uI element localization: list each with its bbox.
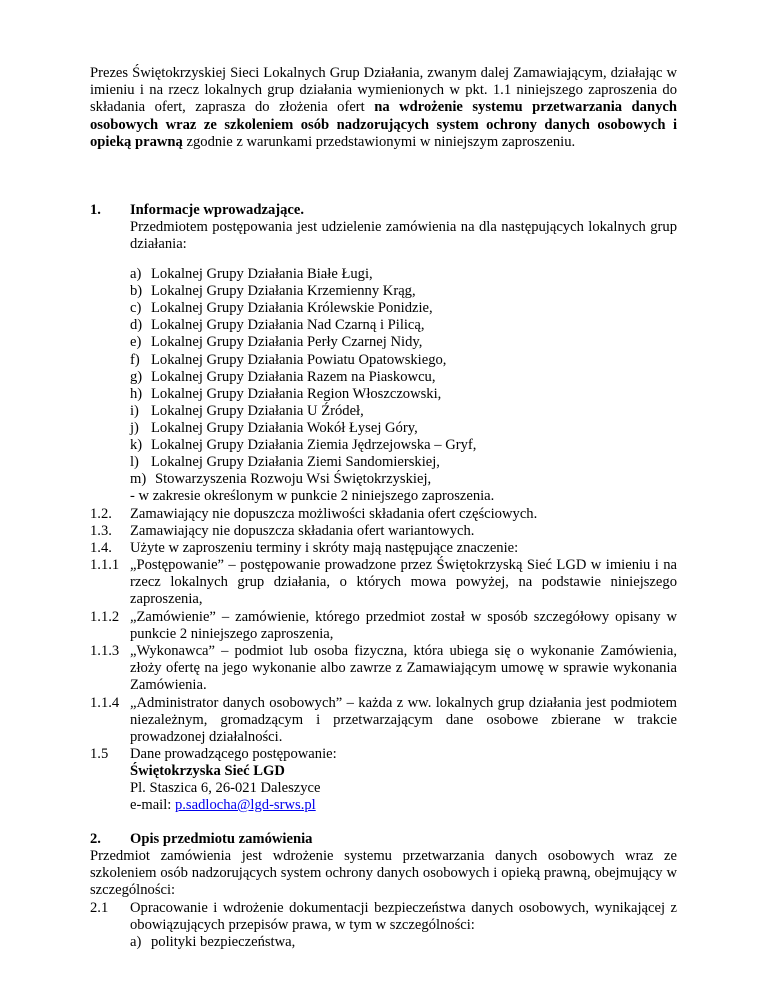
point-1-1-3-number: 1.1.3: [90, 643, 120, 659]
section1-scope: - w zakresie określonym w punkcie 2 niniejszego zaproszenia.: [130, 488, 495, 504]
point-1-2-number: 1.2.: [90, 506, 112, 522]
org-email-line: [130, 797, 316, 814]
lgd-list-item-text: Lokalnej Grupy Działania Powiatu Opatowskiego,: [151, 351, 447, 368]
lgd-list-item-letter: b): [130, 283, 143, 300]
point-1-1-3-text: „Wykonawca” – podmiot lub osoba fizyczna, która ubiega się o wykonanie Zamówienia, złoży ofertę na jego wykonanie albo zawrze z Zamawiającym umowę w sprawie wykonania Zamówienia.: [130, 643, 677, 694]
intro-paragraph: [90, 65, 677, 151]
email-label: e-mail:: [130, 797, 175, 813]
point-1-4-number: 1.4.: [90, 540, 112, 556]
lgd-list-item-letter: g): [130, 368, 143, 385]
lgd-list-item-text: Lokalnej Grupy Działania Wokół Łysej Góry,: [151, 419, 418, 436]
point-2-1-item-letter: a): [130, 934, 142, 950]
section2-intro-paragraph: Przedmiot zamówienia jest wdrożenie systemu przetwarzania danych osobowych wraz ze szkoleniem osób nadzorujących system ochrony danych osobowych i opieką prawną, obejmujący w szczególności:: [90, 848, 677, 899]
section2-heading: Opis przedmiotu zamówienia: [130, 831, 313, 847]
org-name: Świętokrzyska Sieć LGD: [130, 763, 285, 779]
point-2-1-number: 2.1: [90, 900, 109, 916]
lgd-list-item-letter: e): [130, 334, 142, 351]
lgd-list-item-text: Lokalnej Grupy Działania Perły Czarnej Nidy,: [151, 334, 423, 351]
lgd-list-item-text: Lokalnej Grupy Działania Nad Czarną i Pilicą,: [151, 317, 425, 334]
lgd-list-item-letter: d): [130, 317, 143, 334]
section1-number: 1.: [90, 202, 101, 218]
lgd-list-item-letter: j): [130, 419, 139, 436]
intro-text-1: Prezes Świętokrzyskiej Sieci Lokalnych Grup Działania, zwanym dalej Zamawiającym, działając w imieniu i na rzecz lokalnych grup działania wymienionych w pkt. 1.1 niniejszego zaproszenia do składania ofert, zaprasza do złożenia ofert: [90, 65, 677, 116]
point-1-1-4-text: „Administrator danych osobowych” – każda z ww. lokalnych grup działania jest podmiotem niezależnym, gromadzącym i przetwarzającym dane osobowe zbierane w trakcie prowadzonej działalności.: [130, 695, 677, 746]
lgd-list-item-letter: h): [130, 385, 143, 402]
lgd-list-item-text: Lokalnej Grupy Działania Ziemia Jędrzejowska – Gryf,: [151, 437, 477, 453]
point-1-3-text: Zamawiający nie dopuszcza składania ofert wariantowych.: [130, 523, 475, 539]
point-1-5-number: 1.5: [90, 746, 109, 762]
lgd-list-item-letter: l): [130, 454, 139, 471]
section1-intro-paragraph: Przedmiotem postępowania jest udzielenie zamówienia na dla następujących lokalnych grup działania:: [130, 219, 677, 253]
lgd-list-item-letter: f): [130, 351, 140, 368]
lgd-list-item-letter: c): [130, 300, 142, 317]
org-address: Pl. Staszica 6, 26-021 Daleszyce: [130, 780, 321, 796]
lgd-list-item-text: Lokalnej Grupy Działania Razem na Piaskowcu,: [151, 368, 436, 385]
lgd-list-item-text: Lokalnej Grupy Działania Białe Ługi,: [151, 266, 373, 282]
point-1-1-2-number: 1.1.2: [90, 609, 120, 625]
lgd-list-item-text: Lokalnej Grupy Działania Ziemi Sandomierskiej,: [151, 454, 440, 471]
email-link[interactable]: p.sadlocha@lgd-srws.pl: [174, 797, 316, 813]
point-1-1-2-text: „Zamówienie” – zamówienie, którego przedmiot został w sposób szczegółowy opisany w punkcie 2 niniejszego zaproszenia,: [130, 609, 677, 643]
point-1-2-text: Zamawiający nie dopuszcza możliwości składania ofert częściowych.: [130, 506, 538, 522]
lgd-list-item-letter: k): [130, 437, 143, 453]
point-1-4-text: Użyte w zaproszeniu terminy i skróty mają następujące znaczenie:: [130, 540, 519, 556]
lgd-list-item-text: Lokalnej Grupy Działania Region Włoszczowski,: [151, 385, 442, 402]
intro-text-2: zgodnie z warunkami przedstawionymi w niniejszym zaproszeniu.: [182, 133, 576, 150]
point-1-1-1-text: „Postępowanie” – postępowanie prowadzone przez Świętokrzyską Sieć LGD w imieniu i na rzecz lokalnych grup działania, o których mowa powyżej, na podstawie niniejszego zaproszenia,: [130, 557, 677, 608]
lgd-list-item-text: Lokalnej Grupy Działania Królewskie Ponidzie,: [151, 300, 433, 317]
lgd-list-item-text: Stowarzyszenia Rozwoju Wsi Świętokrzyskiej,: [155, 471, 432, 488]
lgd-list-item-letter: i): [130, 402, 139, 419]
point-1-1-4-number: 1.1.4: [90, 695, 120, 711]
point-2-1-item-text: polityki bezpieczeństwa,: [151, 934, 296, 950]
point-1-3-number: 1.3.: [90, 523, 112, 539]
lgd-list-item-letter: m): [130, 471, 147, 488]
point-1-1-1-number: 1.1.1: [90, 557, 120, 573]
point-1-5-text: Dane prowadzącego postępowanie:: [130, 746, 337, 762]
point-2-1-text: Opracowanie i wdrożenie dokumentacji bezpieczeństwa danych osobowych, wynikającej z obowiązujących przepisów prawa, w tym w szczególności:: [130, 900, 677, 934]
lgd-list-item-text: Lokalnej Grupy Działania Krzemienny Krąg,: [151, 283, 416, 300]
intro-bold-subject: na wdrożenie systemu przetwarzania danych osobowych wraz ze szkoleniem osób nadzorujących system ochrony danych osobowych i opieką prawną: [90, 99, 677, 150]
lgd-list-item-letter: a): [130, 266, 142, 282]
section2-number: 2.: [90, 831, 101, 847]
section1-heading: Informacje wprowadzające.: [130, 202, 304, 218]
lgd-list-item-text: Lokalnej Grupy Działania U Źródeł,: [151, 402, 364, 419]
